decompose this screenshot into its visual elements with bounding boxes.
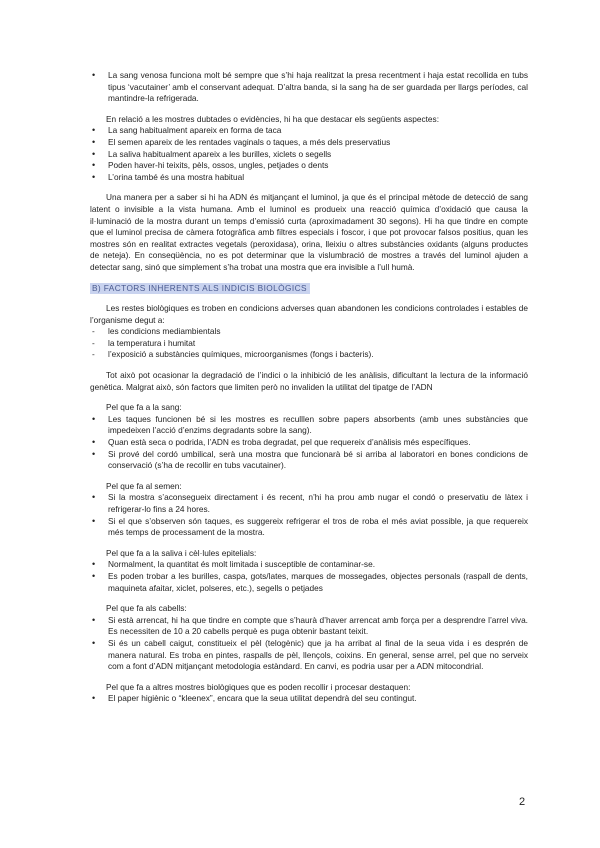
- list-item: • El semen apareix de les rentades vaginals o taques, a més dels preservatius: [90, 137, 528, 149]
- semen-list: [90, 492, 528, 538]
- list-item: • L’orina també és una mostra habitual: [90, 172, 528, 184]
- list-item: • Si és un cabell caigut, constitueix el pèl (telogènic) que ja ha arribat al final de la seua vida i es desprén de manera natural. Es troba en pintes, raspalls de pèl, llençols, coixins. En general, sense arrel, pel que no serveix com a font d’ADN mitjançant metodologia estàndard. En canvi, es podria usar per a ADN mitocondrial.: [90, 638, 528, 673]
- list-item: • Si el que s’observen són taques, es suggereix refrigerar el tros de roba el més aviat possible, ja que requereix més temps de processament de la mostra.: [90, 516, 528, 539]
- list-item: • Quan està seca o podrida, l’ADN es troba degradat, pel que requereix d’anàlisis més específiques.: [90, 437, 528, 449]
- blood-title: Pel que fa a la sang:: [106, 402, 182, 413]
- conditions-list: [90, 326, 528, 361]
- section-heading: B) FACTORS INHERENTS ALS INDICIS BIOLÒGICS: [90, 283, 310, 295]
- list-item: • Si està arrencat, hi ha que tindre en compte que s’haurà d’haver arrencat amb força per a desprendre l’arrel viva. Es necessiten de 10 a 20 cabells perquè es puga obtenir bastant teixit.: [90, 615, 528, 638]
- list-item: • Si prové del cordó umbilical, serà una mostra que funcionarà bé si arriba al laboratori en bones condicions de conservació (s’ha de recollir en tubs vacutainer).: [90, 449, 528, 472]
- list-item: • El paper higiènic o “kleenex”, encara que la seua utilitat dependrà del seu contingut.: [90, 693, 528, 705]
- intro-list: [90, 70, 528, 105]
- hair-title: Pel que fa als cabells:: [106, 603, 187, 614]
- dubious-list: [90, 125, 528, 183]
- list-item: • Les taques funcionen bé si les mostres es reculllen sobre papers absorbents (amb unes substàncies que impedeixen l’acció d’enzims degradants sobre la sang).: [90, 414, 528, 437]
- list-item: • La saliva habitualment apareix a les burilles, xiclets o segells: [90, 149, 528, 161]
- list-item: • Es poden trobar a les burilles, caspa, gots/lates, marques de mossegades, objectes personals (raspall de dents, maquineta afaitar, xiclet, polseres, etc.), segells o petjades: [90, 571, 528, 594]
- hair-list: [90, 615, 528, 673]
- luminol-paragraph: Una manera per a saber si hi ha ADN és mitjançant el luminol, ja que és el principal mètode de detecció de sang latent o invisible a la vista humana. Amb el luminol es produeix una reacció química d’oxidació que causa la il·luminació de la mostra durant un temps d’emissió curta (aproximadament 30 segons). Hi ha que tindre en compte que el luminol precisa de càmera fotogràfica amb filtres especials i foscor, i que pot provocar falsos positius, quan les mostres són en realitat extractes vegetals (peroxidasa), orina, lleixiu o altres substàncies oxidants (alguns productes de neteja). En conseqüència, no es pot determinar que la vislumbració de mostres a través del luminol ajuden a detectar sang, sinó que simplement s’ha trobat una mostra que era invisible a l’ull humà.: [90, 192, 528, 272]
- list-item: - les condicions mediambientals: [90, 326, 528, 338]
- other-title: Pel que fa a altres mostres biològiques que es poden recollir i procesar destaquen:: [106, 681, 411, 692]
- saliva-list: [90, 559, 528, 594]
- page-number: 2: [519, 796, 526, 808]
- semen-title: Pel que fa al semen:: [106, 480, 182, 491]
- degradation-paragraph: Tot això pot ocasionar la degradació de l’indici o la inhibició de les anàlisis, dificultant la lectura de la informació genètica. Malgrat això, són factors que limiten però no invaliden la utilitat del tipatge de l’ADN: [90, 370, 528, 392]
- dubious-intro: En relació a les mostres dubtades o evidències, hi ha que destacar els següents aspectes:: [106, 113, 439, 124]
- list-item: • La sang habitualment apareix en forma de taca: [90, 125, 528, 137]
- saliva-title: Pel que fa a la saliva i cèl·lules epitelials:: [106, 547, 257, 558]
- page-content: [90, 70, 528, 705]
- list-item: • La sang venosa funciona molt bé sempre que s’hi haja realitzat la presa recentment i haja estat recollida en tubs tipus ‘vacutainer’ amb el conservant adequat. D’altra banda, si la sang ha de ser guardada per llargs períodes, cal mantindre-la refrigerada.: [90, 70, 528, 105]
- list-item: - la temperatura i humitat: [90, 338, 528, 350]
- blood-list: [90, 414, 528, 472]
- list-item: • Normalment, la quantitat és molt limitada i susceptible de contaminar-se.: [90, 559, 528, 571]
- list-item: • Poden haver-hi teixits, pèls, ossos, ungles, petjades o dents: [90, 160, 528, 172]
- other-list: [90, 693, 528, 705]
- list-item: - l’exposició a substàncies químiques, microorganismes (fongs i bacteris).: [90, 349, 528, 361]
- section-intro: Les restes biològiques es troben en condicions adverses quan abandonen les condicions controlades i estables de l’organisme degut a:: [90, 303, 528, 325]
- list-item: • Si la mostra s’aconsegueix directament i és recent, n’hi ha prou amb nugar el condó o preservatiu de làtex i refrigerar-lo fins a 24 hores.: [90, 492, 528, 515]
